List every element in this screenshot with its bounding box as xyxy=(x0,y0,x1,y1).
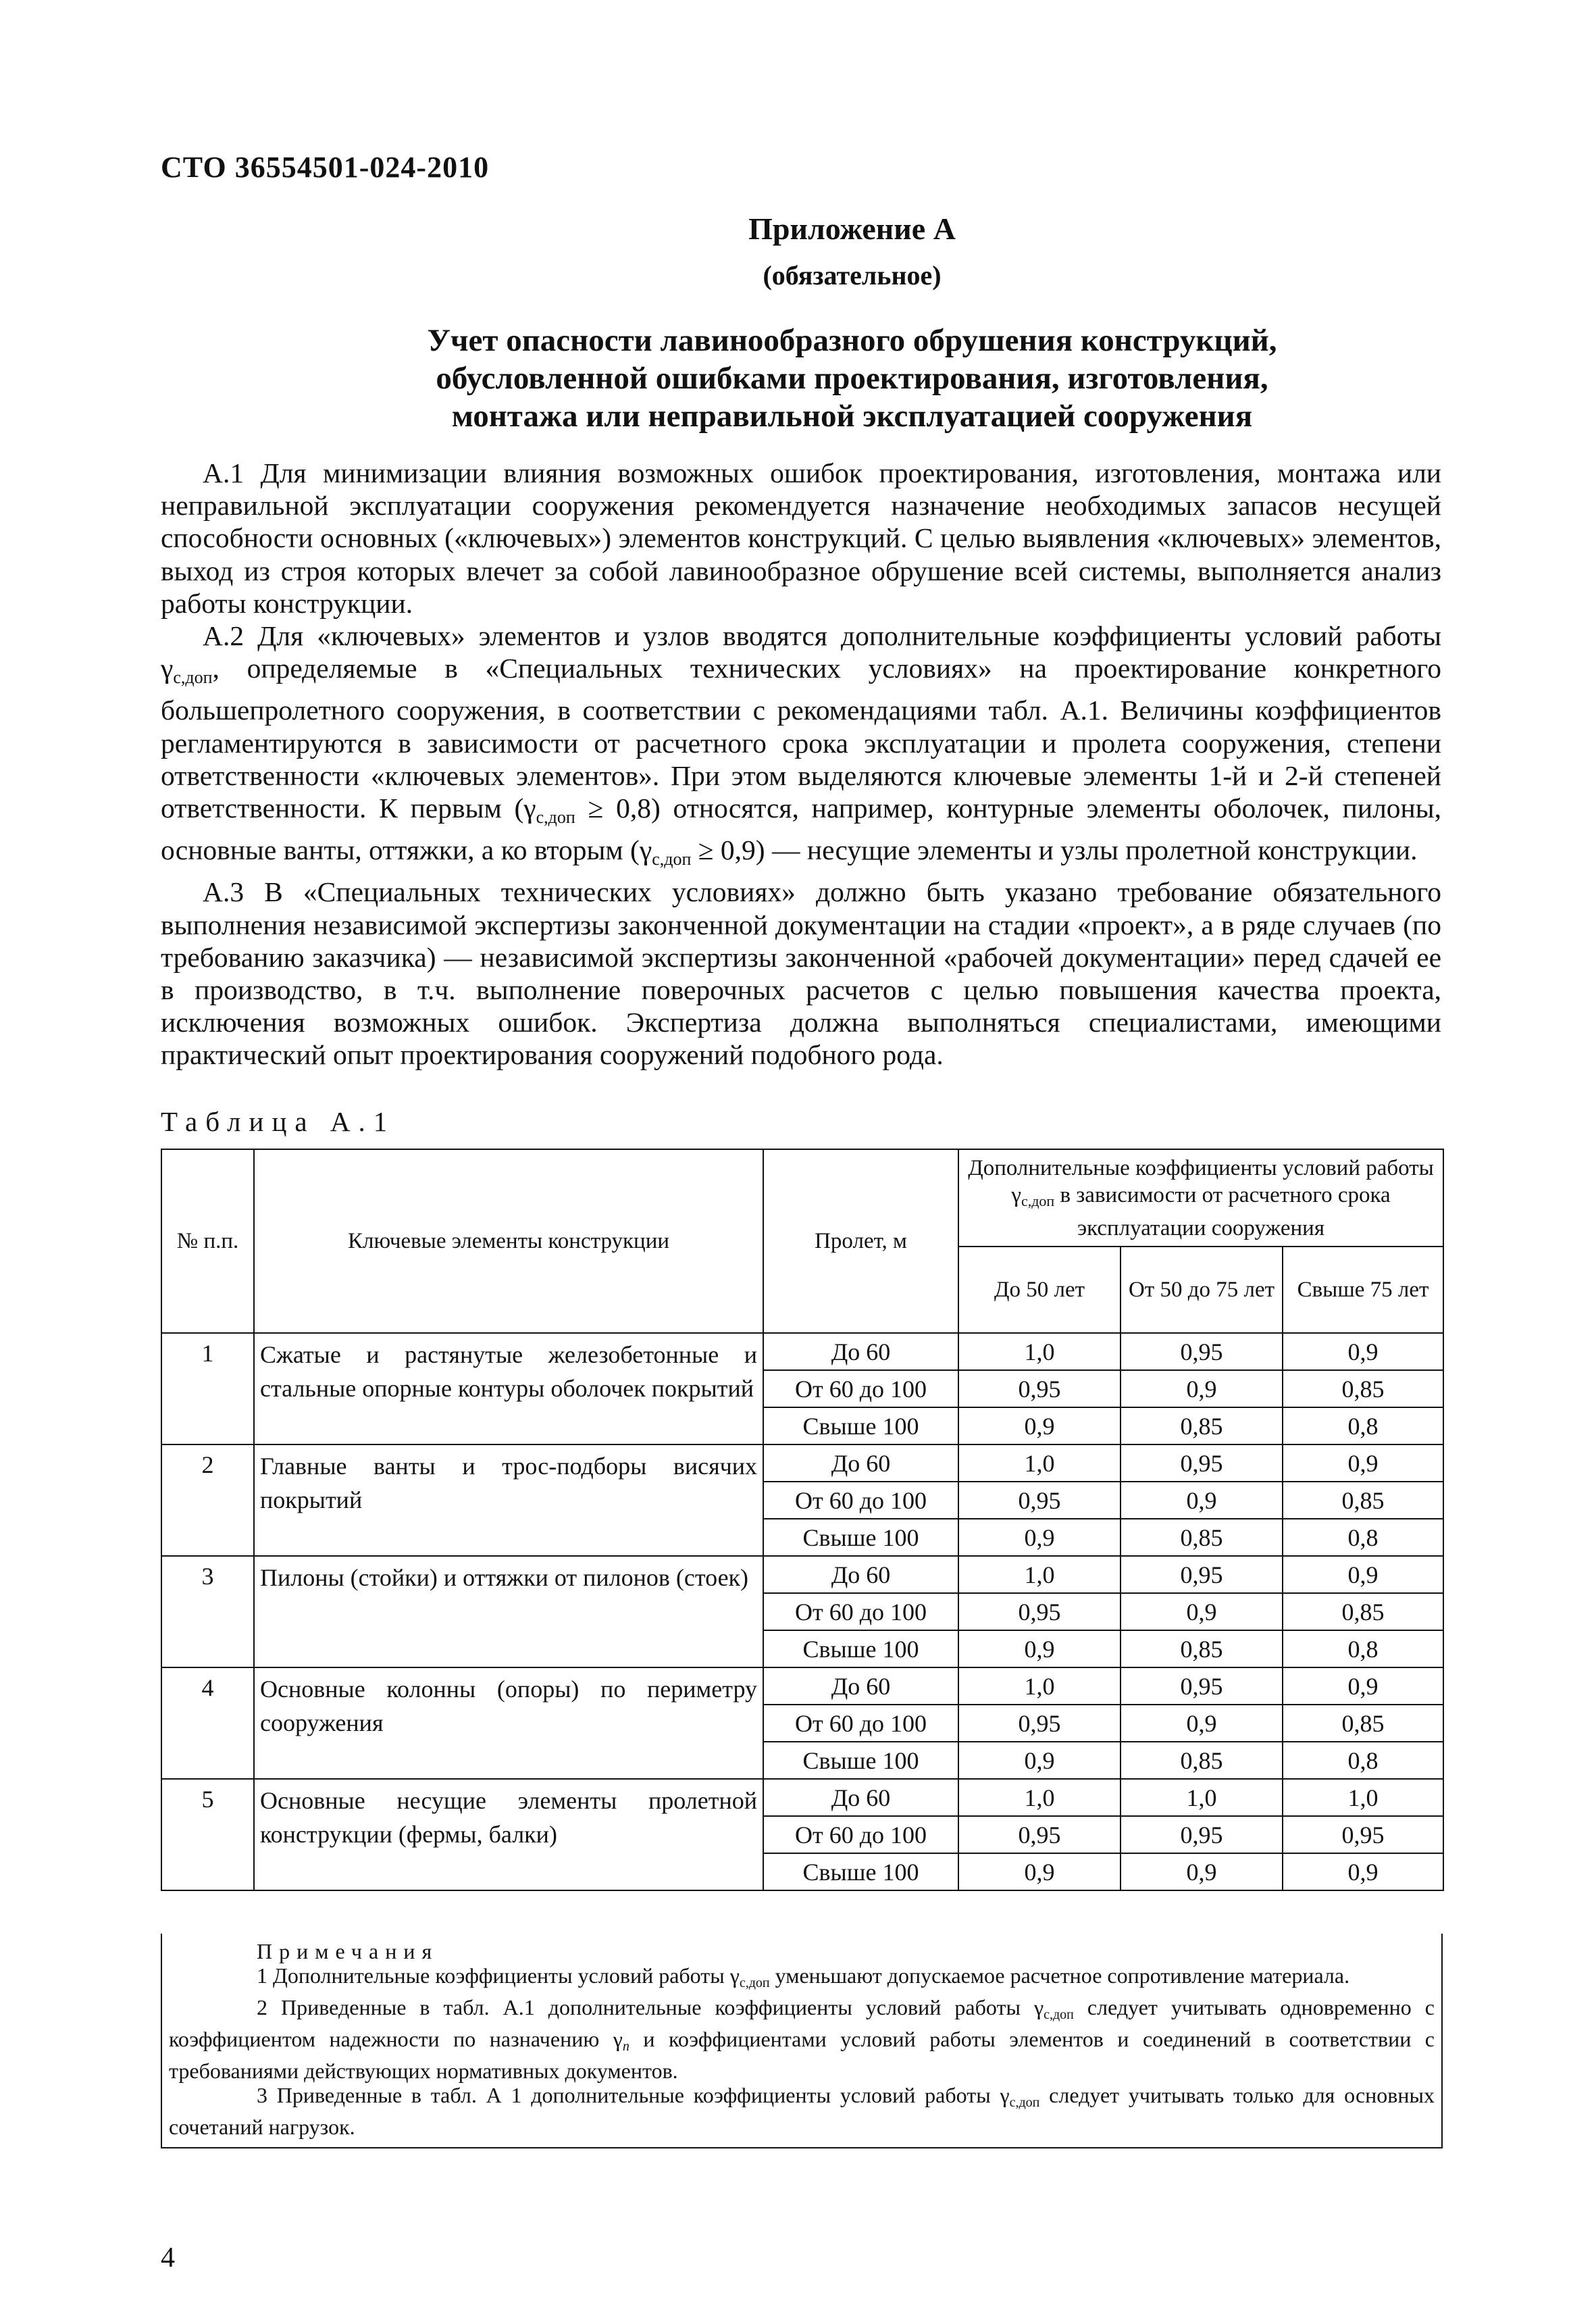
heading-line-3: монтажа или неправильной эксплуатацией сооружения xyxy=(451,399,1253,434)
header-span: Пролет, м xyxy=(763,1149,958,1333)
coef-value-term-1: 0,95 xyxy=(958,1370,1121,1407)
coef-value-term-2: 0,95 xyxy=(1121,1667,1283,1705)
heading-line-2: обусловленной ошибками проектирования, изготовления, xyxy=(436,361,1268,396)
span-value: От 60 до 100 xyxy=(763,1705,958,1742)
coef-value-term-2: 0,85 xyxy=(1121,1630,1283,1667)
coef-value-term-3: 1,0 xyxy=(1283,1779,1443,1816)
note-3: 3 Приведенные в табл. А 1 дополнительные коэффициенты условий работы γс,доп следует учитывать только для основных сочетаний нагрузок. xyxy=(169,2083,1435,2139)
coef-value-term-3: 0,9 xyxy=(1283,1556,1443,1593)
coef-value-term-1: 1,0 xyxy=(958,1556,1121,1593)
element-name: Сжатые и растянутые железобетонные и стальные опорные контуры оболочек покрытий xyxy=(254,1333,763,1444)
coef-value-term-1: 1,0 xyxy=(958,1667,1121,1705)
table-row xyxy=(161,1333,1443,1370)
coef-value-term-3: 0,8 xyxy=(1283,1742,1443,1779)
span-value: От 60 до 100 xyxy=(763,1816,958,1853)
row-number: 1 xyxy=(161,1333,254,1444)
table-row xyxy=(161,1556,1443,1593)
coef-value-term-2: 0,85 xyxy=(1121,1407,1283,1444)
coef-value-term-1: 0,95 xyxy=(958,1816,1121,1853)
coef-value-term-3: 0,85 xyxy=(1283,1593,1443,1630)
page-number: 4 xyxy=(161,2242,175,2273)
heading-line-1: Учет опасности лавинообразного обрушения конструкций, xyxy=(427,323,1277,358)
body-text xyxy=(161,457,1441,1072)
coef-value-term-2: 0,95 xyxy=(1121,1333,1283,1370)
coef-value-term-3: 0,8 xyxy=(1283,1519,1443,1556)
coef-value-term-2: 0,9 xyxy=(1121,1593,1283,1630)
header-num: № п.п. xyxy=(161,1149,254,1333)
element-name: Основные колонны (опоры) по периметру сооружения xyxy=(254,1667,763,1779)
coef-value-term-1: 1,0 xyxy=(958,1779,1121,1816)
coef-value-term-2: 0,9 xyxy=(1121,1853,1283,1890)
document-code: СТО 36554501-024-2010 xyxy=(161,151,490,184)
coef-value-term-2: 0,85 xyxy=(1121,1742,1283,1779)
span-value: Свыше 100 xyxy=(763,1407,958,1444)
element-name: Основные несущие элементы пролетной конструкции (фермы, балки) xyxy=(254,1779,763,1890)
span-value: От 60 до 100 xyxy=(763,1482,958,1519)
coef-value-term-1: 0,95 xyxy=(958,1593,1121,1630)
coef-value-term-3: 0,85 xyxy=(1283,1370,1443,1407)
coef-value-term-3: 0,85 xyxy=(1283,1705,1443,1742)
coef-value-term-1: 0,95 xyxy=(958,1705,1121,1742)
paragraph-a2: А.2 Для «ключевых» элементов и узлов вводятся дополнительные коэффициенты условий работы $\gamma_{с,доп}$, определяемые в «Специальных технических условиях» на проектирование конкретного большепролетного сооружения, в соответствии с рекомендациями табл. А.1. Величины коэффициентов регламентируются в зависимости от расчетного срока эксплуатации и пролета сооружения, степени ответственности «ключевых элементов». При этом выделяются ключевые элементы 1-й и 2-й степеней ответственности. К первым $(\gamma_{с,доп} \ge 0,8)$ относятся, например, контурные элементы оболочек, пилоны, основные ванты, оттяжки, а ко вторым $(\gamma_{с,доп} \ge 0,9)$ — несущие элементы и узлы пролетной конструкции. xyxy=(161,620,1441,870)
table-row xyxy=(161,1667,1443,1705)
appendix-heading xyxy=(54,322,1596,435)
coef-value-term-3: 0,8 xyxy=(1283,1407,1443,1444)
coef-value-term-1: 0,9 xyxy=(958,1853,1121,1890)
coef-value-term-2: 0,9 xyxy=(1121,1482,1283,1519)
coef-value-term-2: 0,85 xyxy=(1121,1519,1283,1556)
coef-value-term-3: 0,9 xyxy=(1283,1667,1443,1705)
coef-value-term-1: 1,0 xyxy=(958,1333,1121,1370)
span-value: Свыше 100 xyxy=(763,1519,958,1556)
coef-value-term-1: 0,9 xyxy=(958,1742,1121,1779)
note-2: 2 Приведенные в табл. А.1 дополнительные коэффициенты условий работы γс,доп следует учитывать одновременно с коэффициентом надежности по назначению γn и коэффициентами условий работы элементов и соединений в соответствии с требованиями действующих нормативных документов. xyxy=(169,1995,1435,2083)
coef-value-term-1: 0,9 xyxy=(958,1630,1121,1667)
row-number: 2 xyxy=(161,1444,254,1556)
span-value: Свыше 100 xyxy=(763,1853,958,1890)
span-value: Свыше 100 xyxy=(763,1742,958,1779)
notes-title: Примечания xyxy=(257,1939,439,1963)
coef-value-term-3: 0,8 xyxy=(1283,1630,1443,1667)
coef-value-term-3: 0,9 xyxy=(1283,1444,1443,1482)
paragraph-a1: А.1 Для минимизации влияния возможных ошибок проектирования, изготовления, монтажа или неправильной эксплуатации сооружения рекомендуется назначение необходимых запасов несущей способности основных («ключевых») элементов конструкций. С целью выявления «ключевых» элементов, выход из строя которых влечет за собой лавинообразное обрушение всей системы, выполняется анализ работы конструкции. xyxy=(161,457,1441,619)
coef-value-term-3: 0,85 xyxy=(1283,1482,1443,1519)
coef-value-term-2: 0,9 xyxy=(1121,1370,1283,1407)
table-row xyxy=(161,1779,1443,1816)
span-value: До 60 xyxy=(763,1779,958,1816)
coef-value-term-2: 0,95 xyxy=(1121,1816,1283,1853)
header-term-2: От 50 до 75 лет xyxy=(1121,1247,1283,1333)
row-number: 4 xyxy=(161,1667,254,1779)
coef-value-term-2: 0,9 xyxy=(1121,1705,1283,1742)
header-coefficients: Дополнительные коэффициенты условий работы γс,доп в зависимости от расчетного срока эксплуатации сооружения xyxy=(958,1149,1443,1247)
span-value: До 60 xyxy=(763,1444,958,1482)
coef-value-term-2: 0,95 xyxy=(1121,1444,1283,1482)
span-value: До 60 xyxy=(763,1556,958,1593)
coef-value-term-1: 0,9 xyxy=(958,1407,1121,1444)
element-name: Главные ванты и трос-подборы висячих покрытий xyxy=(254,1444,763,1556)
header-term-3: Свыше 75 лет xyxy=(1283,1247,1443,1333)
span-value: До 60 xyxy=(763,1333,958,1370)
header-term-1: До 50 лет xyxy=(958,1247,1121,1333)
row-number: 3 xyxy=(161,1556,254,1667)
coef-value-term-1: 0,95 xyxy=(958,1482,1121,1519)
coef-value-term-2: 1,0 xyxy=(1121,1779,1283,1816)
coef-value-term-1: 0,9 xyxy=(958,1519,1121,1556)
element-name: Пилоны (стойки) и оттяжки от пилонов (стоек) xyxy=(254,1556,763,1667)
paragraph-a3: А.3 В «Специальных технических условиях» должно быть указано требование обязательного выполнения независимой экспертизы законченной документации на стадии «проект», а в ряде случаев (по требованию заказчика) — независимой экспертизы законченной «рабочей документации» перед сдачей ее в производство, в т.ч. выполнение поверочных расчетов с целью повышения качества проекта, исключения возможных ошибок. Экспертиза должна выполняться специалистами, имеющими практический опыт проектирования сооружений подобного рода. xyxy=(161,876,1441,1071)
span-value: Свыше 100 xyxy=(763,1630,958,1667)
note-1: 1 Дополнительные коэффициенты условий работы γс,доп уменьшают допускаемое расчетное сопротивление материала. xyxy=(257,1963,1350,1990)
appendix-title: Приложение А xyxy=(748,211,956,246)
header-elements: Ключевые элементы конструкции xyxy=(254,1149,763,1333)
appendix-status: (обязательное) xyxy=(763,260,942,291)
coef-value-term-3: 0,9 xyxy=(1283,1333,1443,1370)
span-value: От 60 до 100 xyxy=(763,1370,958,1407)
span-value: От 60 до 100 xyxy=(763,1593,958,1630)
row-number: 5 xyxy=(161,1779,254,1890)
table-notes xyxy=(161,1934,1443,2148)
coef-value-term-2: 0,95 xyxy=(1121,1556,1283,1593)
table-caption: Таблица А.1 xyxy=(161,1106,396,1137)
coef-value-term-3: 0,95 xyxy=(1283,1816,1443,1853)
coef-value-term-1: 1,0 xyxy=(958,1444,1121,1482)
coefficients-table xyxy=(161,1149,1444,1891)
coef-value-term-3: 0,9 xyxy=(1283,1853,1443,1890)
span-value: До 60 xyxy=(763,1667,958,1705)
table-row xyxy=(161,1444,1443,1482)
